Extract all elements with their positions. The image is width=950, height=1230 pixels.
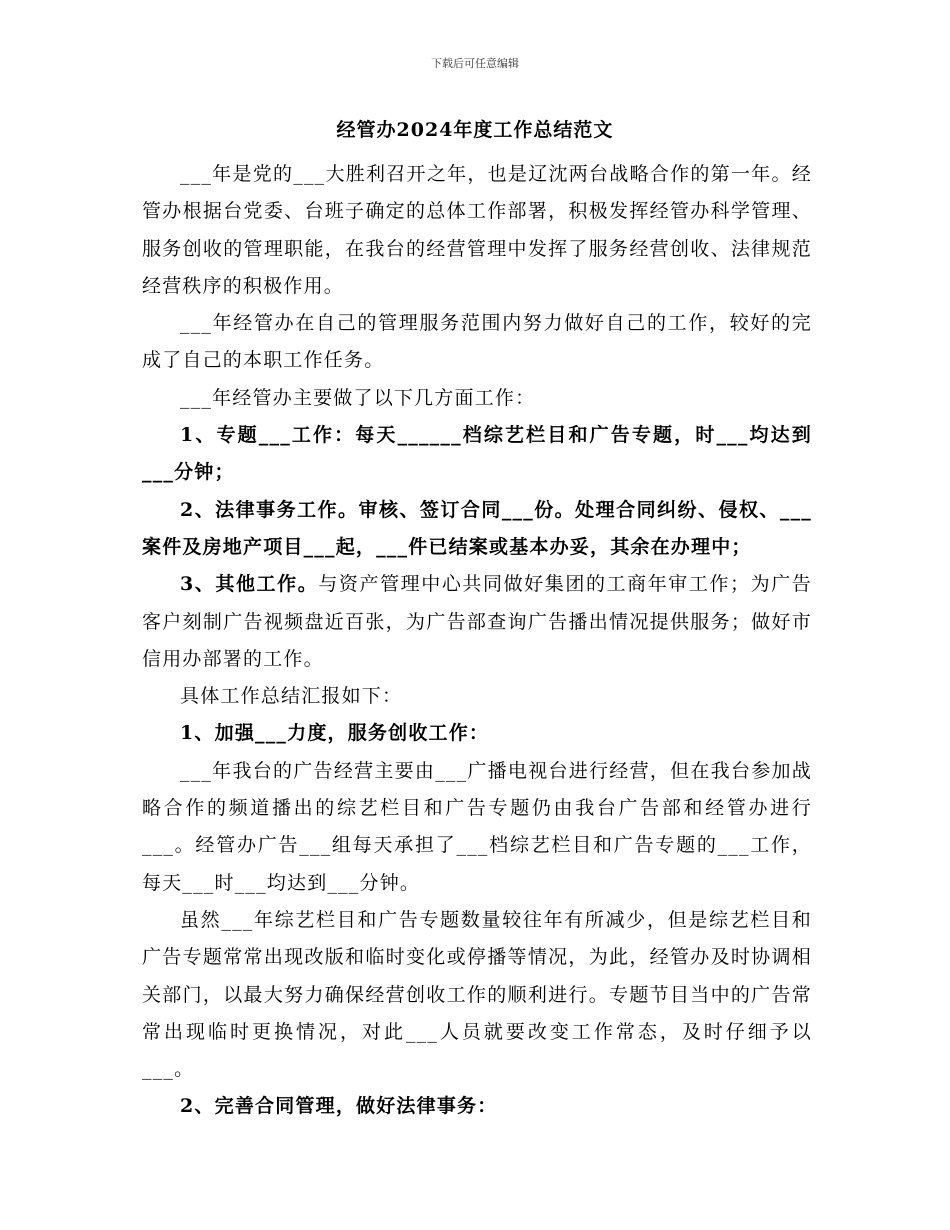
paragraph-intro: ___年是党的___大胜利召开之年，也是辽沈两台战略合作的第一年。经管办根据台党委、台班子确定的总体工作部署，积极发挥经管办科学管理、服务创收的管理职能，在我台的经营管理中发挥了服务经营创收、法律规范经营秩序的积极作用。 — [142, 163, 812, 297]
paragraph-work-list-intro: ___年经管办主要做了以下几方面工作： — [180, 386, 536, 409]
paragraph-adjustments: 虽然___年综艺栏目和广告专题数量较往年有所减少，但是综艺栏目和广告专题常常出现改版和临时变化或停播等情况，为此，经管办及时协调相关部门，以最大努力确保经营创收工作的顺利进行。专题节目当中的广告常常出现临时更换情况，对此___人员就要改变工作常态，及时仔细予以___。 — [142, 908, 812, 1081]
document-title: 经管办2024年度工作总结范文 — [336, 119, 614, 141]
item-3-heading: 3、其他工作。 — [180, 573, 319, 596]
paragraph-item-1: 1、专题___工作：每天______档综艺栏目和广告专题，时___均达到___分钟； — [142, 424, 812, 484]
paragraph-report-intro: 具体工作总结汇报如下： — [180, 685, 403, 708]
paragraph-item-2: 2、法律事务工作。审核、签订合同___份。处理合同纠纷、侵权、___案件及房地产项目___起，___件已结案或基本办妥，其余在办理中； — [142, 498, 812, 558]
section-heading-1: 1、加强___力度，服务创收工作： — [180, 722, 490, 745]
paragraph-summary: ___年经管办在自己的管理服务范围内努力做好自己的工作，较好的完成了自己的本职工作任务。 — [142, 312, 812, 372]
document-body — [142, 156, 812, 1126]
item-3-text: 与资产管理中心共同做好集团的工商年审工作；为广告客户刻制广告视频盘近百张，为广告部查询广告播出情况提供服务；做好市信用办部署的工作。 — [142, 573, 812, 670]
section-heading-2: 2、完善合同管理，做好法律事务： — [180, 1095, 498, 1118]
paragraph-advertising: ___年我台的广告经营主要由___广播电视台进行经营，但在我台参加战略合作的频道播出的综艺栏目和广告专题仍由我台广告部和经管办进行___。经管办广告___组每天承担了___档综艺栏目和广告专题的___工作，每天___时___均达到___分钟。 — [142, 759, 812, 894]
page-header-note: 下载后可任意编辑 — [431, 57, 519, 70]
paragraph-item-3 — [142, 566, 812, 678]
